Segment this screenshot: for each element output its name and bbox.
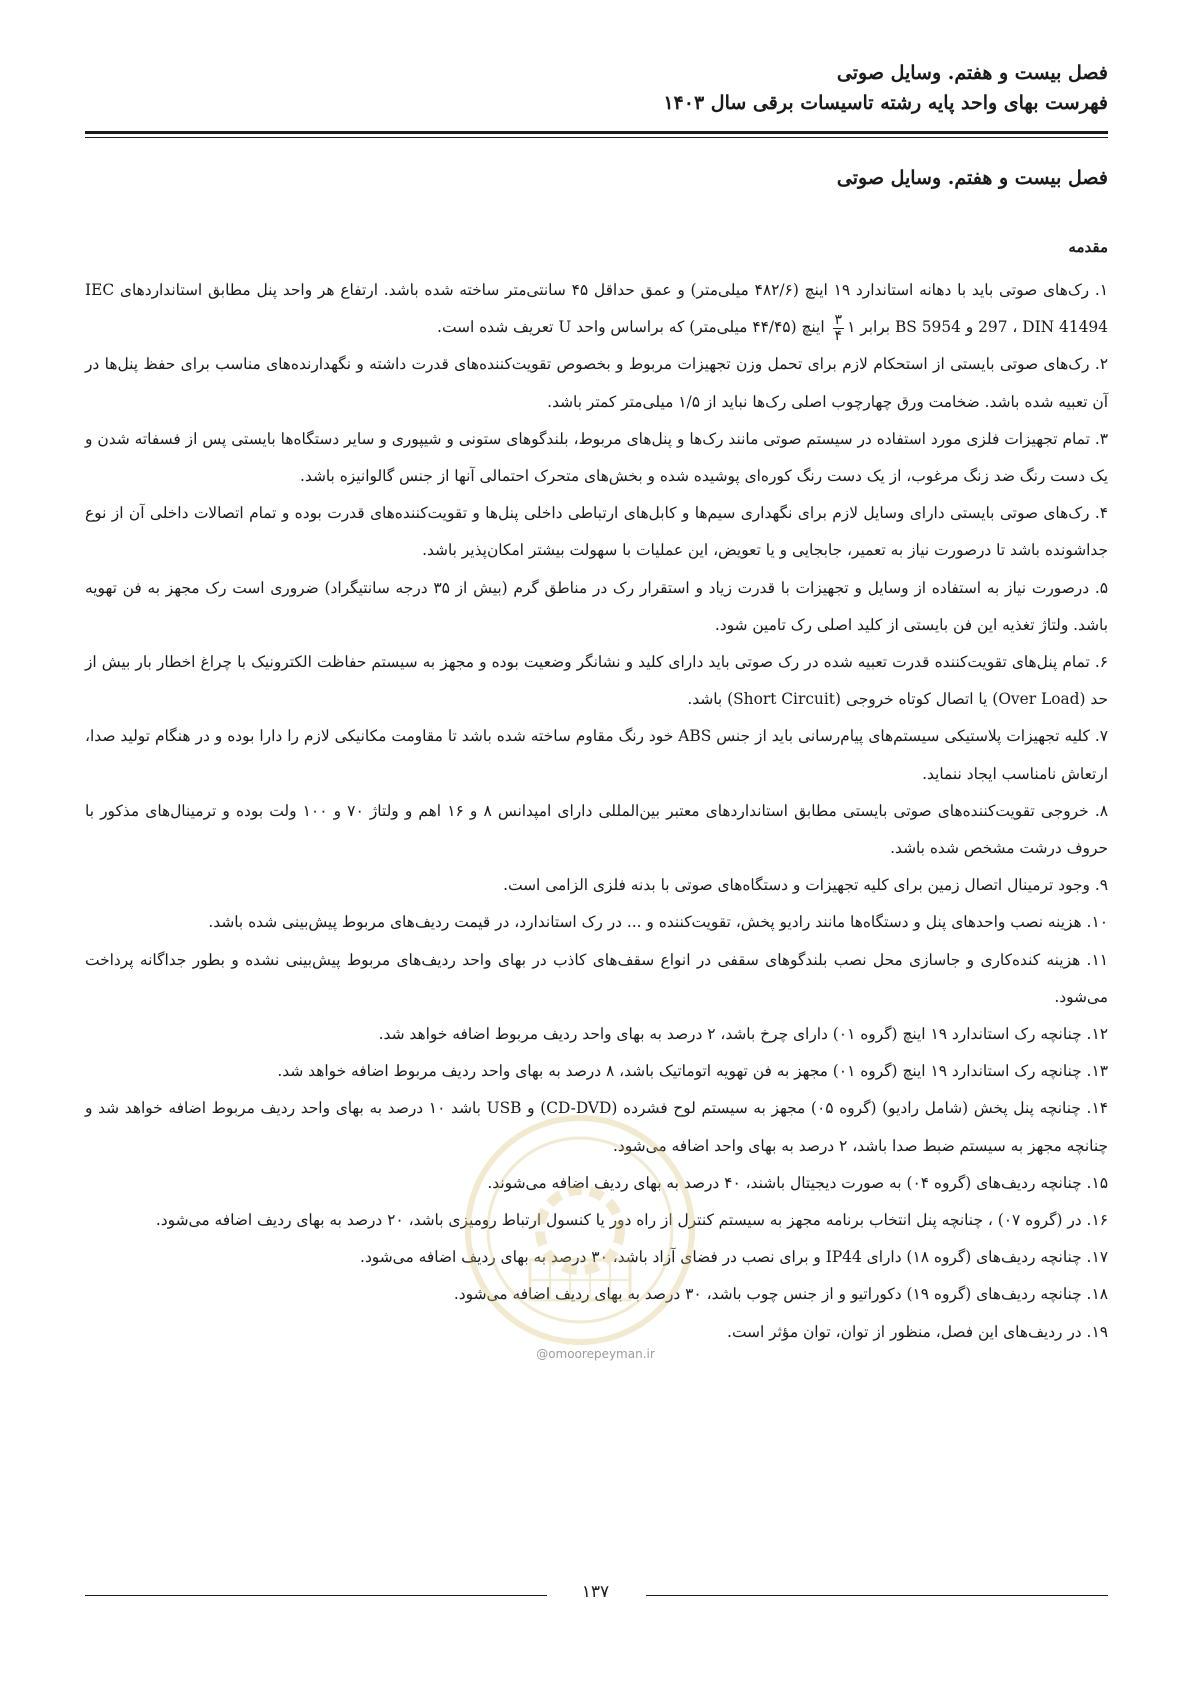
page-number: ۱۳۷ (581, 1582, 610, 1602)
paragraph-5: ۵. درصورت نیاز به استفاده از وسایل و تجهیزات با قدرت زیاد و استقرار رک در مناطق گرم (بیش از ۳۵ درجه سانتیگراد) ضروری است رک مجهز به فن تهویه باشد. ولتاژ تغذیه این فن بایستی از کلید اصلی رک تامین شود. (85, 578, 1108, 634)
paragraph-7: ۷. کلیه تجهیزات پلاستیکی سیستم‌های پیام‌رسانی باید از جنس ABS خود رنگ مقاوم ساخته شده باشد تا مقاومت مکانیکی لازم را دارا بوده و در هنگام تولید صدا، ارتعاش نامناسب ایجاد ننماید. (85, 727, 1108, 783)
paragraph-13: ۱۳. چنانچه رک استاندارد ۱۹ اینچ (گروه ۰۱) مجهز به فن تهویه اتوماتیک باشد، ۸ درصد به بهای واحد ردیف مربوط اضافه خواهد شد. (277, 1062, 1108, 1081)
paragraph-1-continued: اینچ (۴۴/۴۵ میلی‌متر) که براساس واحد U تعریف شده است. (437, 318, 825, 337)
watermark-text: @omoorepeyman.ir (536, 1347, 655, 1361)
paragraph-8: ۸. خروجی تقویت‌کننده‌های صوتی بایستی مطابق استانداردهای معتبر بین‌المللی دارای امپدانس ۸ و ۱۶ اهم و ولتاژ ۷۰ و ۱۰۰ ولت بوده و ترمینال‌های مذکور با حروف درشت مشخص شده باشد. (85, 801, 1108, 858)
paragraph-12: ۱۲. چنانچه رک استاندارد ۱۹ اینچ (گروه ۰۱) دارای چرخ باشد، ۲ درصد به بهای واحد ردیف مربوط اضافه خواهد شد. (378, 1025, 1108, 1044)
paragraph-4: ۴. رک‌های صوتی بایستی دارای وسایل لازم برای نگهداری سیم‌ها و کابل‌های ارتباطی داخلی پنل‌ها و تقویت‌کننده‌های قدرت بوده و تمام اتصالات داخلی آن از نوع جداشونده باشد تا درصورت نیاز به تعمیر، جابجایی و یا تعویض، این عملیات با سهولت بیشتر امکان‌پذیر باشد. (85, 504, 1108, 560)
header-rule-thick (85, 131, 1108, 134)
paragraph-15: ۱۵. چنانچه ردیف‌های (گروه ۰۴) به صورت دیجیتال باشند، ۴۰ درصد به بهای ردیف اضافه می‌شوند. (487, 1173, 1108, 1192)
header-book-title: فهرست بهای واحد پایه رشته تاسیسات برقی سال ۱۴۰۳ (663, 92, 1108, 114)
paragraph-11: ۱۱. هزینه کنده‌کاری و جاسازی محل نصب بلندگوهای سقفی در انواع سقف‌های کاذب در بهای واحد ردیف‌های مربوط پیش‌بینی نشده و بطور جداگانه پرداخت می‌شود. (85, 950, 1108, 1006)
paragraph-9: ۹. وجود ترمینال اتصال زمین برای کلیه تجهیزات و دستگاه‌های صوتی با بدنه فلزی الزامی است. (503, 876, 1108, 895)
paragraph-16: ۱۶. در (گروه ۰۷) ، چنانچه پنل انتخاب برنامه مجهز به سیستم کنترل از راه دور یا کنسول ارتباط رومیزی باشد، ۲۰ درصد به بهای ردیف اضافه می‌شود. (155, 1211, 1108, 1230)
paragraph-2: ۲. رک‌های صوتی بایستی از استحکام لازم برای تحمل وزن تجهیزات مربوط و بخصوص تقویت‌کننده‌های قدرت داشته و نگهدارنده‌های مناسب برای حفظ پنل‌ها در آن تعبیه شده باشد. ضخامت ورق چهارچوب اصلی رک‌ها نباید از ۱/۵ میلی‌متر کمتر باشد. (85, 355, 1108, 411)
header-rule-thin (85, 137, 1108, 138)
paragraph-10: ۱۰. هزینه نصب واحدهای پنل و دستگاه‌ها مانند رادیو پخش، تقویت‌کننده و ... در رک استاندارد، در قیمت ردیف‌های مربوط پیش‌بینی شده باشد. (208, 913, 1108, 932)
document-body (85, 272, 1108, 1351)
fraction-whole: ۱ (847, 318, 856, 337)
header-chapter-line: فصل بیست و هفتم. وسایل صوتی (836, 62, 1108, 84)
paragraph-14: ۱۴. چنانچه پنل پخش (شامل رادیو) (گروه ۰۵) مجهز به سیستم لوح فشرده (CD-DVD) و USB باشد ۱۰ درصد به بهای واحد ردیف مربوط اضافه خواهد شد و چنانچه مجهز به سیستم ضبط صدا باشد، ۲ درصد به بهای واحد اضافه می‌شود. (85, 1099, 1108, 1155)
paragraph-18: ۱۸. چنانچه ردیف‌های (گروه ۱۹) دکوراتیو و از جنس چوب باشد، ۳۰ درصد به بهای ردیف اضافه می‌شود. (453, 1285, 1108, 1304)
paragraph-17: ۱۷. چنانچه ردیف‌های (گروه ۱۸) دارای IP44 و برای نصب در فضای آزاد باشد، ۳۰ درصد به بهای ردیف اضافه می‌شود. (360, 1248, 1108, 1267)
intro-heading: مقدمه (1068, 238, 1108, 256)
paragraph-3: ۳. تمام تجهیزات فلزی مورد استفاده در سیستم صوتی مانند رک‌ها و پنل‌های مربوط، بلندگوهای ستونی و شیپوری و سایر دستگاه‌ها بایستی پس از فسفاته شدن و یک دست رنگ ضد زنگ مرغوب، از یک دست رنگ کوره‌ای پوشیده شده و بخش‌های متحرک احتمالی آنها از جنس گالوانیزه باشد. (85, 429, 1108, 486)
running-header (85, 58, 1108, 118)
paragraph-1 (85, 272, 1108, 346)
fraction-numerator: ۳ (834, 311, 843, 328)
paragraph-6: ۶. تمام پنل‌های تقویت‌کننده قدرت تعبیه شده در رک صوتی باید دارای کلید و نشانگر وضعیت بوده و مجهز به سیستم حفاظت الکترونیک با چراغ اخطار بار بیش از حد (Over Load) یا اتصال کوتاه خروجی (Short Circuit) باشد. (85, 653, 1108, 709)
fraction-denominator: ۴ (834, 327, 843, 344)
paragraph-1-text: ۱. رک‌های صوتی باید با دهانه استاندارد ۱۹ اینچ (۴۸۲/۶ میلی‌متر) و عمق حداقل ۴۵ سانتی‌متر ساخته شده باشد. ارتفاع هر واحد پنل مطابق استانداردهای IEC 297 ، DIN 41494 و BS 5954 برابر (85, 281, 1108, 337)
chapter-title: فصل بیست و هفتم. وسایل صوتی (836, 167, 1108, 189)
fraction (833, 313, 845, 344)
paragraph-19: ۱۹. در ردیف‌های این فصل، منظور از توان، توان مؤثر است. (727, 1322, 1108, 1341)
